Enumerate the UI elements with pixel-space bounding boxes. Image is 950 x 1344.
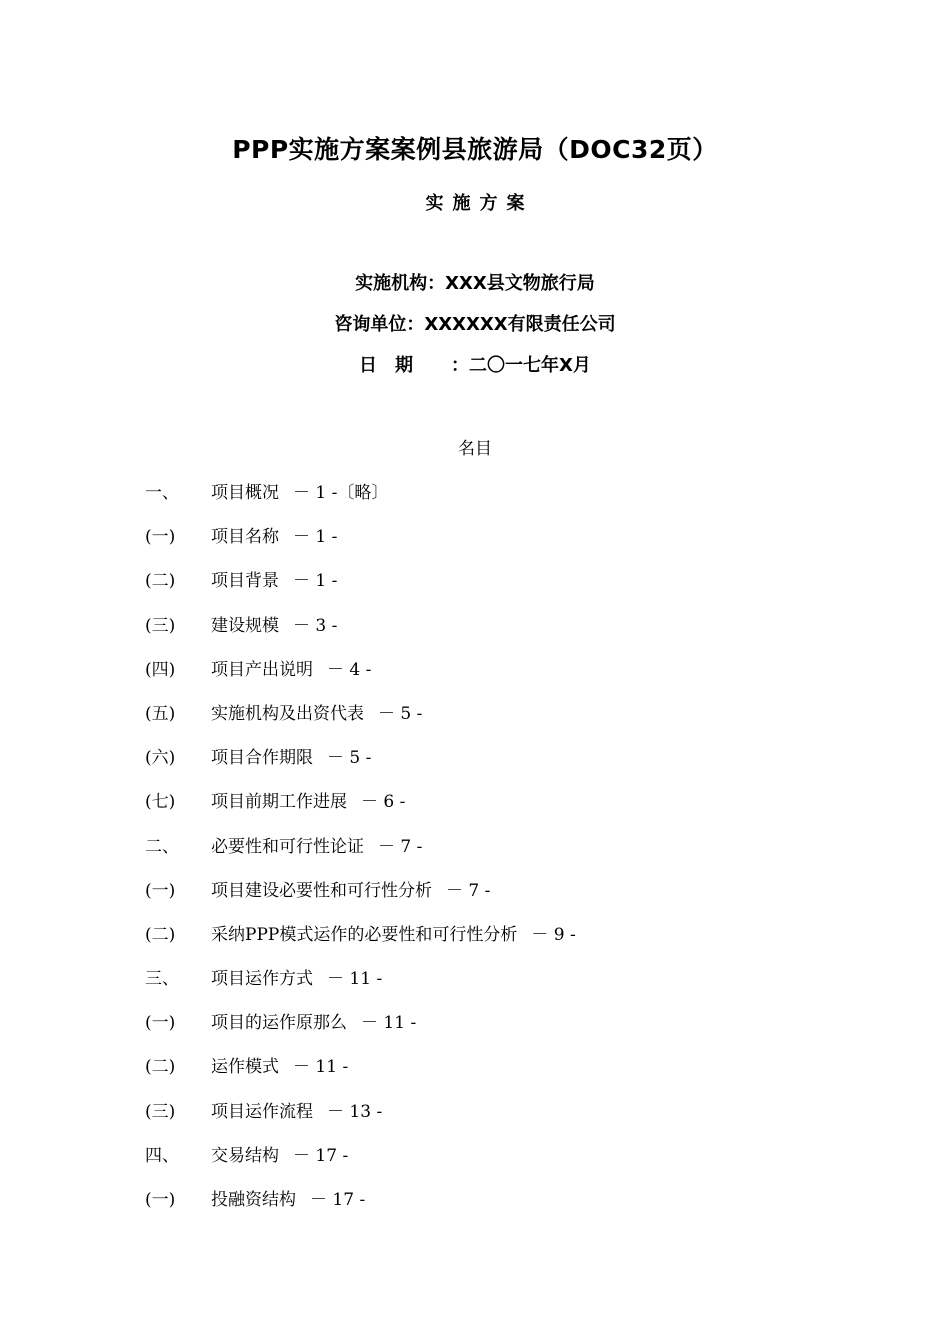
toc-item[interactable] (145, 1009, 845, 1053)
toc-item-page: － 7 - (446, 880, 491, 901)
toc-item-title: 项目前期工作进展 (211, 792, 347, 813)
toc-item-page: － 11 - (327, 969, 383, 990)
toc-item[interactable] (145, 833, 845, 877)
date-value: ：二〇一七年X月 (451, 355, 591, 376)
toc-item-title: 项目概况 (211, 483, 279, 503)
toc-item-title: 建设规模 (211, 615, 279, 636)
implementing-agency: 实施机构：XXX县文物旅行局 (355, 273, 595, 294)
toc-heading: 名目 (458, 439, 492, 459)
toc-item[interactable] (145, 965, 845, 1009)
toc-item-title: 项目名称 (211, 527, 279, 548)
toc-item-title: 采纳PPP模式运作的必要性和可行性分析 (211, 924, 518, 945)
toc-item[interactable] (145, 921, 845, 965)
toc-item-number: 四、 (145, 1145, 179, 1166)
toc-item-number: 二、 (145, 836, 179, 857)
toc-item[interactable] (145, 612, 845, 656)
toc-item[interactable] (145, 523, 845, 567)
toc-item-page: － 11 - (361, 1013, 417, 1034)
toc-item-page: － 17 - (310, 1190, 366, 1210)
toc-item-page: － 5 - (378, 703, 423, 724)
document-title: PPP实施方案案例县旅游局（DOC32页） (232, 135, 718, 164)
toc-item-number: (一) (145, 527, 176, 548)
document-date (0, 352, 950, 380)
toc-item-page: － 4 - (327, 659, 372, 680)
toc-item-title: 项目运作方式 (211, 969, 313, 990)
toc-item[interactable] (145, 1142, 845, 1186)
toc-item-number: (七) (145, 792, 176, 813)
toc-item-title: 项目的运作原那么 (211, 1013, 347, 1034)
toc-item-number: (二) (145, 571, 176, 592)
toc-item-number: (一) (145, 1013, 176, 1034)
toc-item-page: － 1 - (293, 527, 338, 548)
toc-item-page: － 11 - (293, 1057, 349, 1078)
toc-item-title: 项目合作期限 (211, 748, 313, 769)
toc-item-title: 投融资结构 (211, 1190, 296, 1210)
toc-item-title: 运作模式 (211, 1057, 279, 1078)
toc-item-title: 必要性和可行性论证 (211, 836, 364, 857)
consulting-unit: 咨询单位：XXXXXX有限责任公司 (334, 314, 616, 335)
toc-item-title: 项目运作流程 (211, 1101, 313, 1122)
toc-item-number: (一) (145, 1190, 176, 1210)
toc-item[interactable] (145, 700, 845, 744)
date-label: 日 期 (359, 355, 414, 376)
toc-item-title: 项目建设必要性和可行性分析 (211, 880, 432, 901)
toc-item-page: － 3 - (293, 615, 338, 636)
toc-item-number: (三) (145, 615, 176, 636)
toc-item-title: 项目背景 (211, 571, 279, 592)
toc-item-title: 交易结构 (211, 1145, 279, 1166)
toc-item-number: (二) (145, 1057, 176, 1078)
toc-item-number: 一、 (145, 483, 179, 503)
toc-item-number: (二) (145, 924, 176, 945)
toc-item-page: － 13 - (327, 1101, 383, 1122)
toc-item[interactable] (145, 656, 845, 700)
toc-item[interactable] (145, 744, 845, 788)
toc-item-number: 三、 (145, 969, 179, 990)
toc-item-page: － 17 - (293, 1145, 349, 1166)
toc-item[interactable] (145, 567, 845, 611)
document-subtitle: 实施方案 (425, 193, 534, 214)
toc-item-page: － 7 - (378, 836, 423, 857)
toc-item-page: － 1 - (293, 571, 338, 592)
toc-item[interactable] (145, 877, 845, 921)
toc-item-page: － 6 - (361, 792, 406, 813)
toc-item-title: 实施机构及出资代表 (211, 703, 364, 724)
toc-item-number: (六) (145, 748, 176, 769)
toc-item-title: 项目产出说明 (211, 659, 313, 680)
toc-item[interactable] (145, 788, 845, 832)
toc-item[interactable] (145, 479, 845, 523)
toc-item[interactable] (145, 1098, 845, 1142)
toc-item-page: － 5 - (327, 748, 372, 769)
toc-item-number: (一) (145, 880, 176, 901)
toc-item-number: (三) (145, 1101, 176, 1122)
toc-item-page: － 1 -〔略〕 (293, 483, 389, 503)
toc-item-number: (四) (145, 659, 176, 680)
toc-item-page: － 9 - (531, 924, 576, 945)
toc-item[interactable] (145, 1053, 845, 1097)
toc-item-number: (五) (145, 703, 176, 724)
toc-item[interactable] (145, 1186, 845, 1230)
table-of-contents (145, 479, 845, 1230)
